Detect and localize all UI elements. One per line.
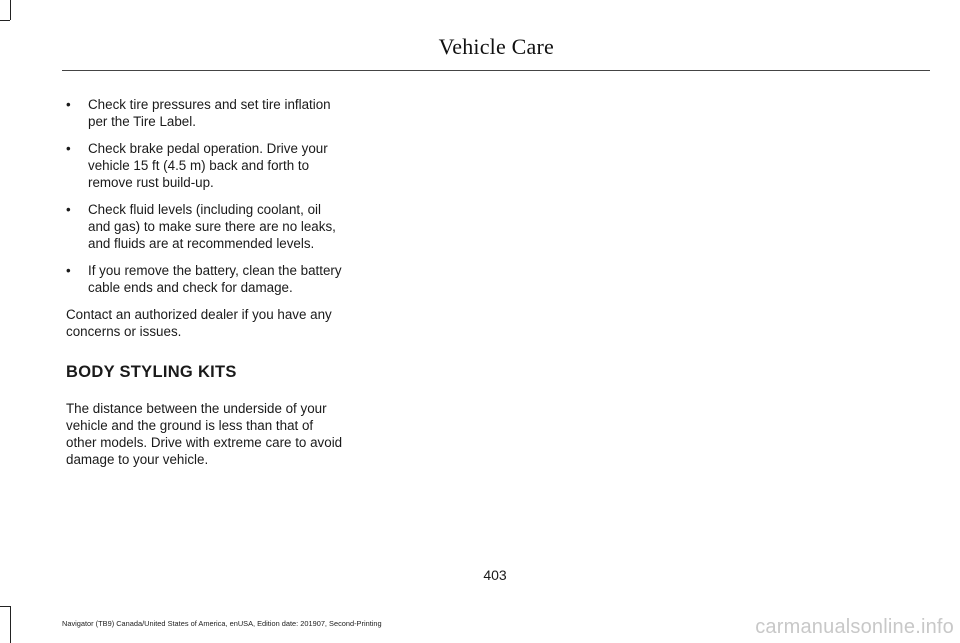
- page-title: Vehicle Care: [438, 34, 554, 59]
- bullet-marker: •: [66, 141, 71, 156]
- bullet-marker: •: [66, 202, 71, 217]
- crop-mark-top-left-vertical: [10, 0, 11, 20]
- section-heading: BODY STYLING KITS: [66, 363, 237, 381]
- list-item-text: Check tire pressures and set tire inflation per the Tire Label.: [88, 97, 331, 129]
- footer-edition-info: Navigator (TB9) Canada/United States of America, enUSA, Edition date: 201907, Second-Printing: [62, 619, 382, 628]
- header-divider: [62, 70, 930, 71]
- crop-mark-top-left-horizontal: [0, 20, 10, 21]
- list-item: [66, 262, 344, 296]
- checklist: [66, 96, 344, 296]
- contact-paragraph: Contact an authorized dealer if you have any concerns or issues.: [66, 307, 332, 339]
- bullet-marker: •: [66, 97, 71, 112]
- list-item: [66, 140, 344, 191]
- list-item-text: Check brake pedal operation. Drive your vehicle 15 ft (4.5 m) back and forth to remove rust build-up.: [88, 141, 328, 190]
- crop-mark-bottom-left-horizontal: [0, 606, 10, 607]
- list-item: [66, 96, 344, 130]
- content-column: [66, 96, 344, 490]
- body-paragraph: The distance between the underside of your vehicle and the ground is less than that of other models. Drive with extreme care to avoid damage to your vehicle.: [66, 401, 343, 467]
- list-item: [66, 201, 344, 252]
- crop-mark-bottom-left-vertical: [10, 606, 11, 643]
- bullet-marker: •: [66, 263, 71, 278]
- list-item-text: If you remove the battery, clean the battery cable ends and check for damage.: [88, 263, 342, 295]
- list-item-text: Check fluid levels (including coolant, oil and gas) to make sure there are no leaks, and fluids are at recommended levels.: [88, 202, 336, 251]
- page-number: 403: [483, 567, 507, 583]
- watermark: carmanualsonline.info: [755, 616, 954, 638]
